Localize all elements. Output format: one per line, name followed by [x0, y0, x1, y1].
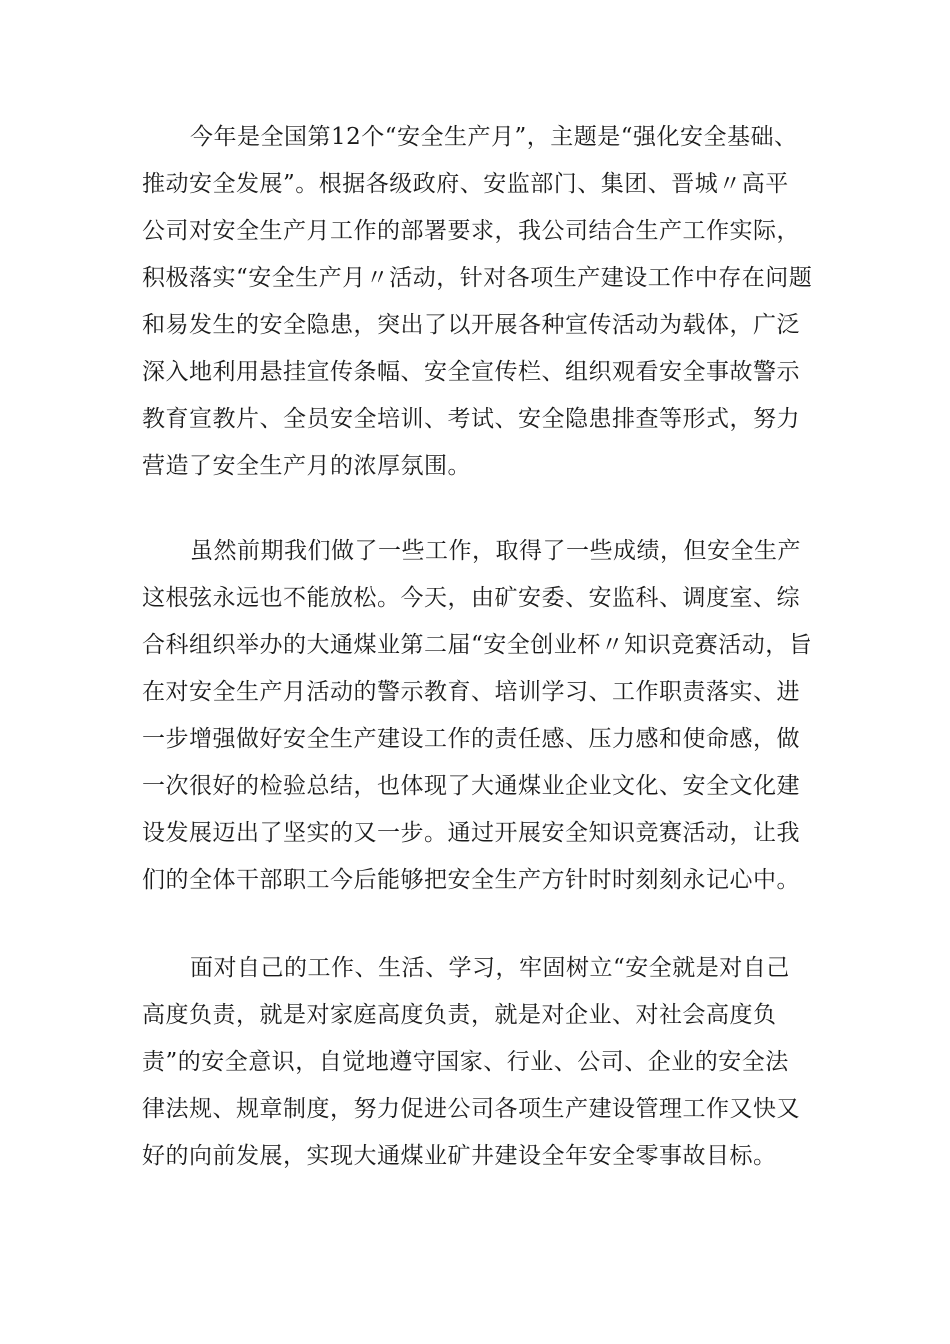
text-line: 深入地利用悬挂宣传条幅、安全宣传栏、组织观看安全事故警示 — [142, 359, 800, 385]
text-line: 在对安全生产月活动的警示教育、培训学习、工作职责落实、进 — [142, 679, 800, 705]
text-line: 公司对安全生产月工作的部署要求，我公司结合生产工作实际， — [142, 218, 800, 244]
text-line: 一步增强做好安全生产建设工作的责任感、压力感和使命感，做 — [142, 726, 800, 752]
text-line: 积极落实“安全生产月〃活动，针对各项生产建设工作中存在问题 — [142, 265, 813, 291]
text-line: 和易发生的安全隐患，突出了以开展各种宣传活动为载体，广泛 — [142, 312, 800, 338]
paragraph-3 — [142, 945, 822, 1180]
text-line: 一次很好的检验总结，也体现了大通煤业企业文化、安全文化建 — [142, 773, 800, 799]
paragraph-1 — [142, 114, 822, 490]
text-line: 推动安全发展”。根据各级政府、安监部门、集团、晋城〃高平 — [142, 171, 789, 197]
text-line: 营造了安全生产月的浓厚氛围。 — [142, 453, 471, 479]
text-line: 合科组织举办的大通煤业第二届“安全创业杯〃知识竞赛活动，旨 — [142, 632, 813, 658]
text-line: 们的全体干部职工今后能够把安全生产方针时时刻刻永记心中。 — [142, 867, 800, 893]
text-line: 责”的安全意识，自觉地遵守国家、行业、公司、企业的安全法 — [142, 1049, 789, 1075]
text-line: 教育宣教片、全员安全培训、考试、安全隐患排查等形式，努力 — [142, 406, 800, 432]
paragraph-2 — [142, 528, 822, 904]
text-line: 高度负责，就是对家庭高度负责，就是对企业、对社会高度负 — [142, 1002, 777, 1028]
text-line: 律法规、规章制度，努力促进公司各项生产建设管理工作又快又 — [142, 1096, 800, 1122]
text-line: 虽然前期我们做了一些工作，取得了一些成绩，但安全生产 — [190, 538, 801, 564]
text-line: 面对自己的工作、生活、学习，牢固树立“安全就是对自己 — [190, 955, 790, 981]
text-line: 今年是全国第12个“安全生产月”，主题是“强化安全基础、 — [190, 124, 798, 150]
text-line: 这根弦永远也不能放松。今天，由矿安委、安监科、调度室、综 — [142, 585, 800, 611]
text-line: 设发展迈出了坚实的又一步。通过开展安全知识竞赛活动，让我 — [142, 820, 800, 846]
text-line: 好的向前发展，实现大通煤业矿井建设全年安全零事故目标。 — [142, 1143, 777, 1169]
